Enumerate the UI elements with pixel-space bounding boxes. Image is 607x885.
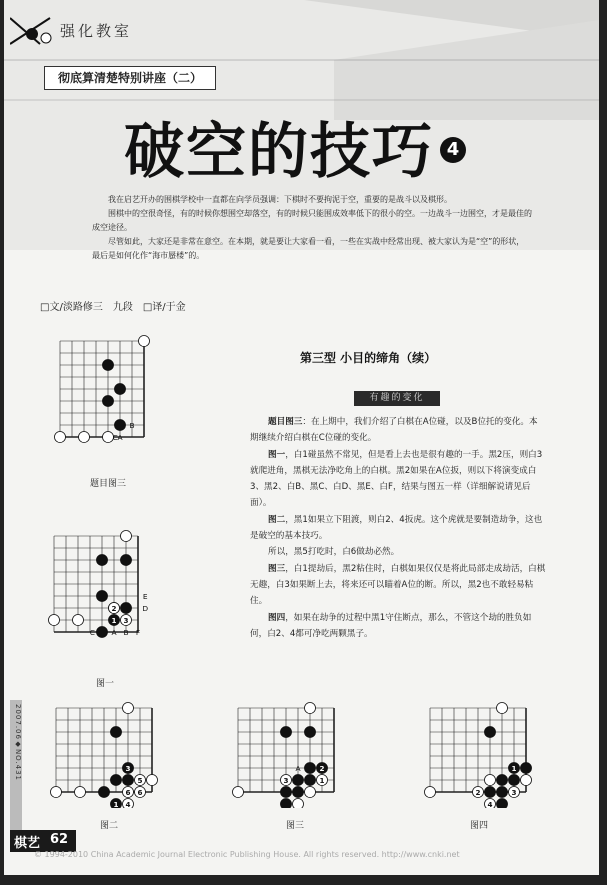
- intro-paragraph: 尽管如此，大家还是非常在意空。在本期，就是要让大家看一看，一些在实战中经常出现、被大家认为是“空”的形状，最后是如何化作“海市蜃楼”的。: [92, 237, 525, 260]
- black-stone: [96, 626, 107, 637]
- body-paragraph: 图四，如果在劫争的过程中黑1守住断点，那么，不管这个劫的胜负如何，白2、4都可净吃两颗黑子。: [250, 612, 532, 639]
- series-title: 彻底算清楚特别讲座（二）: [44, 66, 216, 90]
- black-stone: [114, 383, 125, 394]
- body-paragraph: 图一，白1碰虽然不常见，但是看上去也是很有趣的一手。黑2压，则白3就爬进角，黑棋无法净吃角上的白棋。黑2如果在A位扳，则以下将演变成白3、黑2、白B、黑C、白D、黑E、白F，结果与图五一样（详细解说请见后面）。: [250, 449, 543, 509]
- go-board-problem: [50, 333, 160, 455]
- white-stone: [48, 614, 59, 625]
- board-label: B: [123, 628, 129, 637]
- white-stone: [120, 530, 131, 541]
- white-stone: [146, 774, 157, 785]
- board-label: E: [142, 592, 148, 601]
- move-number: 2: [319, 764, 325, 773]
- topic-title: 第三型 小目的缔角（续）: [300, 351, 437, 365]
- black-stone: [102, 395, 113, 406]
- board-label: A: [117, 433, 123, 442]
- black-stone: [110, 774, 121, 785]
- move-number: 3: [125, 764, 131, 773]
- white-stone: [520, 774, 531, 785]
- move-number: 1: [111, 616, 117, 625]
- white-stone: [424, 786, 435, 797]
- white-stone: [138, 335, 149, 346]
- black-stone: [496, 786, 507, 797]
- move-number: 3: [123, 616, 129, 625]
- white-stone: [484, 774, 495, 785]
- white-stone: [78, 431, 89, 442]
- body-paragraph: 图二，黑1如果立下阻渡，则白2、4扳虎。这个虎就是要制造劫争，这也是破空的基本技巧。: [250, 514, 543, 542]
- body-paragraph: 题目图三：在上期中，我们介绍了白棋在A位碰，以及B位托的变化。本期继续介绍白棋在C位碰的变化。: [250, 417, 538, 444]
- body-paragraph: 图三，白1提劫后，黑2粘住时，白棋如果仅仅是将此局部走成劫活，白棋无趣，白3如果断上去，将来还可以瞄着A位的断。所以，黑2也不敢轻易粘住。: [250, 563, 546, 607]
- board-label: A: [295, 764, 301, 773]
- black-stone: [280, 798, 291, 808]
- move-number: 5: [137, 776, 143, 785]
- white-stone: [304, 786, 315, 797]
- copyright-line: © 1994-2010 China Academic Journal Electronic Publishing House. All rights reserved. http://www.cnki.net: [34, 850, 460, 859]
- fig2-caption: 图二: [100, 821, 119, 831]
- go-board-fig1: [46, 530, 160, 648]
- white-stone: [72, 614, 83, 625]
- fig4-caption: 图四: [470, 821, 489, 831]
- white-stone: [122, 702, 133, 713]
- black-stone: [496, 798, 507, 808]
- black-stone: [496, 774, 507, 785]
- intro-paragraph: 围棋中的空很奇怪，有的时候你想围空却落空，有的时候只能围成效率低下的很小的空。一边战斗一边围空，才是最佳的成空途径。: [92, 209, 532, 232]
- black-stone: [292, 774, 303, 785]
- magazine-page: [4, 0, 599, 875]
- black-stone: [120, 554, 131, 565]
- white-stone: [50, 786, 61, 797]
- black-stone: [520, 762, 531, 773]
- byline: □文/淡路修三 九段 □译/于金: [40, 302, 186, 313]
- issue-info: 2007.06◆NO.431: [14, 704, 22, 781]
- article-title-number: 4: [440, 137, 466, 163]
- magazine-name: 棋艺: [14, 836, 41, 851]
- white-stone: [74, 786, 85, 797]
- move-number: 3: [511, 788, 517, 797]
- board-label: B: [129, 421, 135, 430]
- black-stone: [292, 786, 303, 797]
- page-number: 62: [50, 832, 69, 847]
- go-board-fig3: [230, 702, 354, 808]
- white-stone: [304, 702, 315, 713]
- article-body: [250, 414, 546, 642]
- black-stone: [304, 726, 315, 737]
- board-label: C: [89, 628, 96, 637]
- article-intro: [92, 193, 532, 263]
- move-number: 1: [113, 800, 119, 808]
- black-stone: [484, 786, 495, 797]
- move-number: 2: [475, 788, 481, 797]
- black-stone: [304, 774, 315, 785]
- white-stone: [54, 431, 65, 442]
- black-stone: [122, 774, 133, 785]
- go-board-fig2: [46, 702, 170, 808]
- move-number: 3: [283, 776, 289, 785]
- black-stone: [120, 602, 131, 613]
- black-stone: [98, 786, 109, 797]
- black-stone: [280, 726, 291, 737]
- black-stone: [96, 554, 107, 565]
- move-number: 6: [125, 788, 131, 797]
- intro-paragraph: 我在启艺开办的围棋学校中一直都在向学员强调：下棋时不要拘泥于空，重要的是战斗以及棋形。: [108, 195, 452, 204]
- topic-badge: 有趣的变化: [354, 391, 440, 406]
- black-stone: [102, 359, 113, 370]
- article-title: 破空的技巧: [124, 117, 434, 187]
- problem-caption: 题目图三: [90, 479, 127, 489]
- black-stone: [304, 762, 315, 773]
- black-stone: [280, 786, 291, 797]
- move-number: 6: [137, 788, 143, 797]
- board-label: C: [112, 433, 118, 442]
- white-stone: [232, 786, 243, 797]
- move-number: 4: [487, 800, 493, 808]
- white-stone: [292, 798, 303, 808]
- board-label: F: [135, 628, 141, 637]
- board-label: A: [111, 628, 117, 637]
- black-stone: [114, 419, 125, 430]
- go-board-fig4: [422, 702, 546, 808]
- fig3-caption: 图三: [286, 821, 305, 831]
- fig1-caption: 图一: [96, 679, 115, 689]
- black-stone: [508, 774, 519, 785]
- move-number: 4: [125, 800, 131, 808]
- move-number: 1: [511, 764, 517, 773]
- body-paragraph: 所以，黑5打吃时，白6做劫必然。: [268, 547, 400, 558]
- black-stone: [484, 726, 495, 737]
- move-number: 1: [319, 776, 325, 785]
- black-stone: [96, 590, 107, 601]
- white-stone: [496, 702, 507, 713]
- section-label: 强化教室: [60, 22, 133, 40]
- move-number: 2: [111, 604, 117, 613]
- board-label: D: [142, 604, 149, 613]
- black-stone: [110, 726, 121, 737]
